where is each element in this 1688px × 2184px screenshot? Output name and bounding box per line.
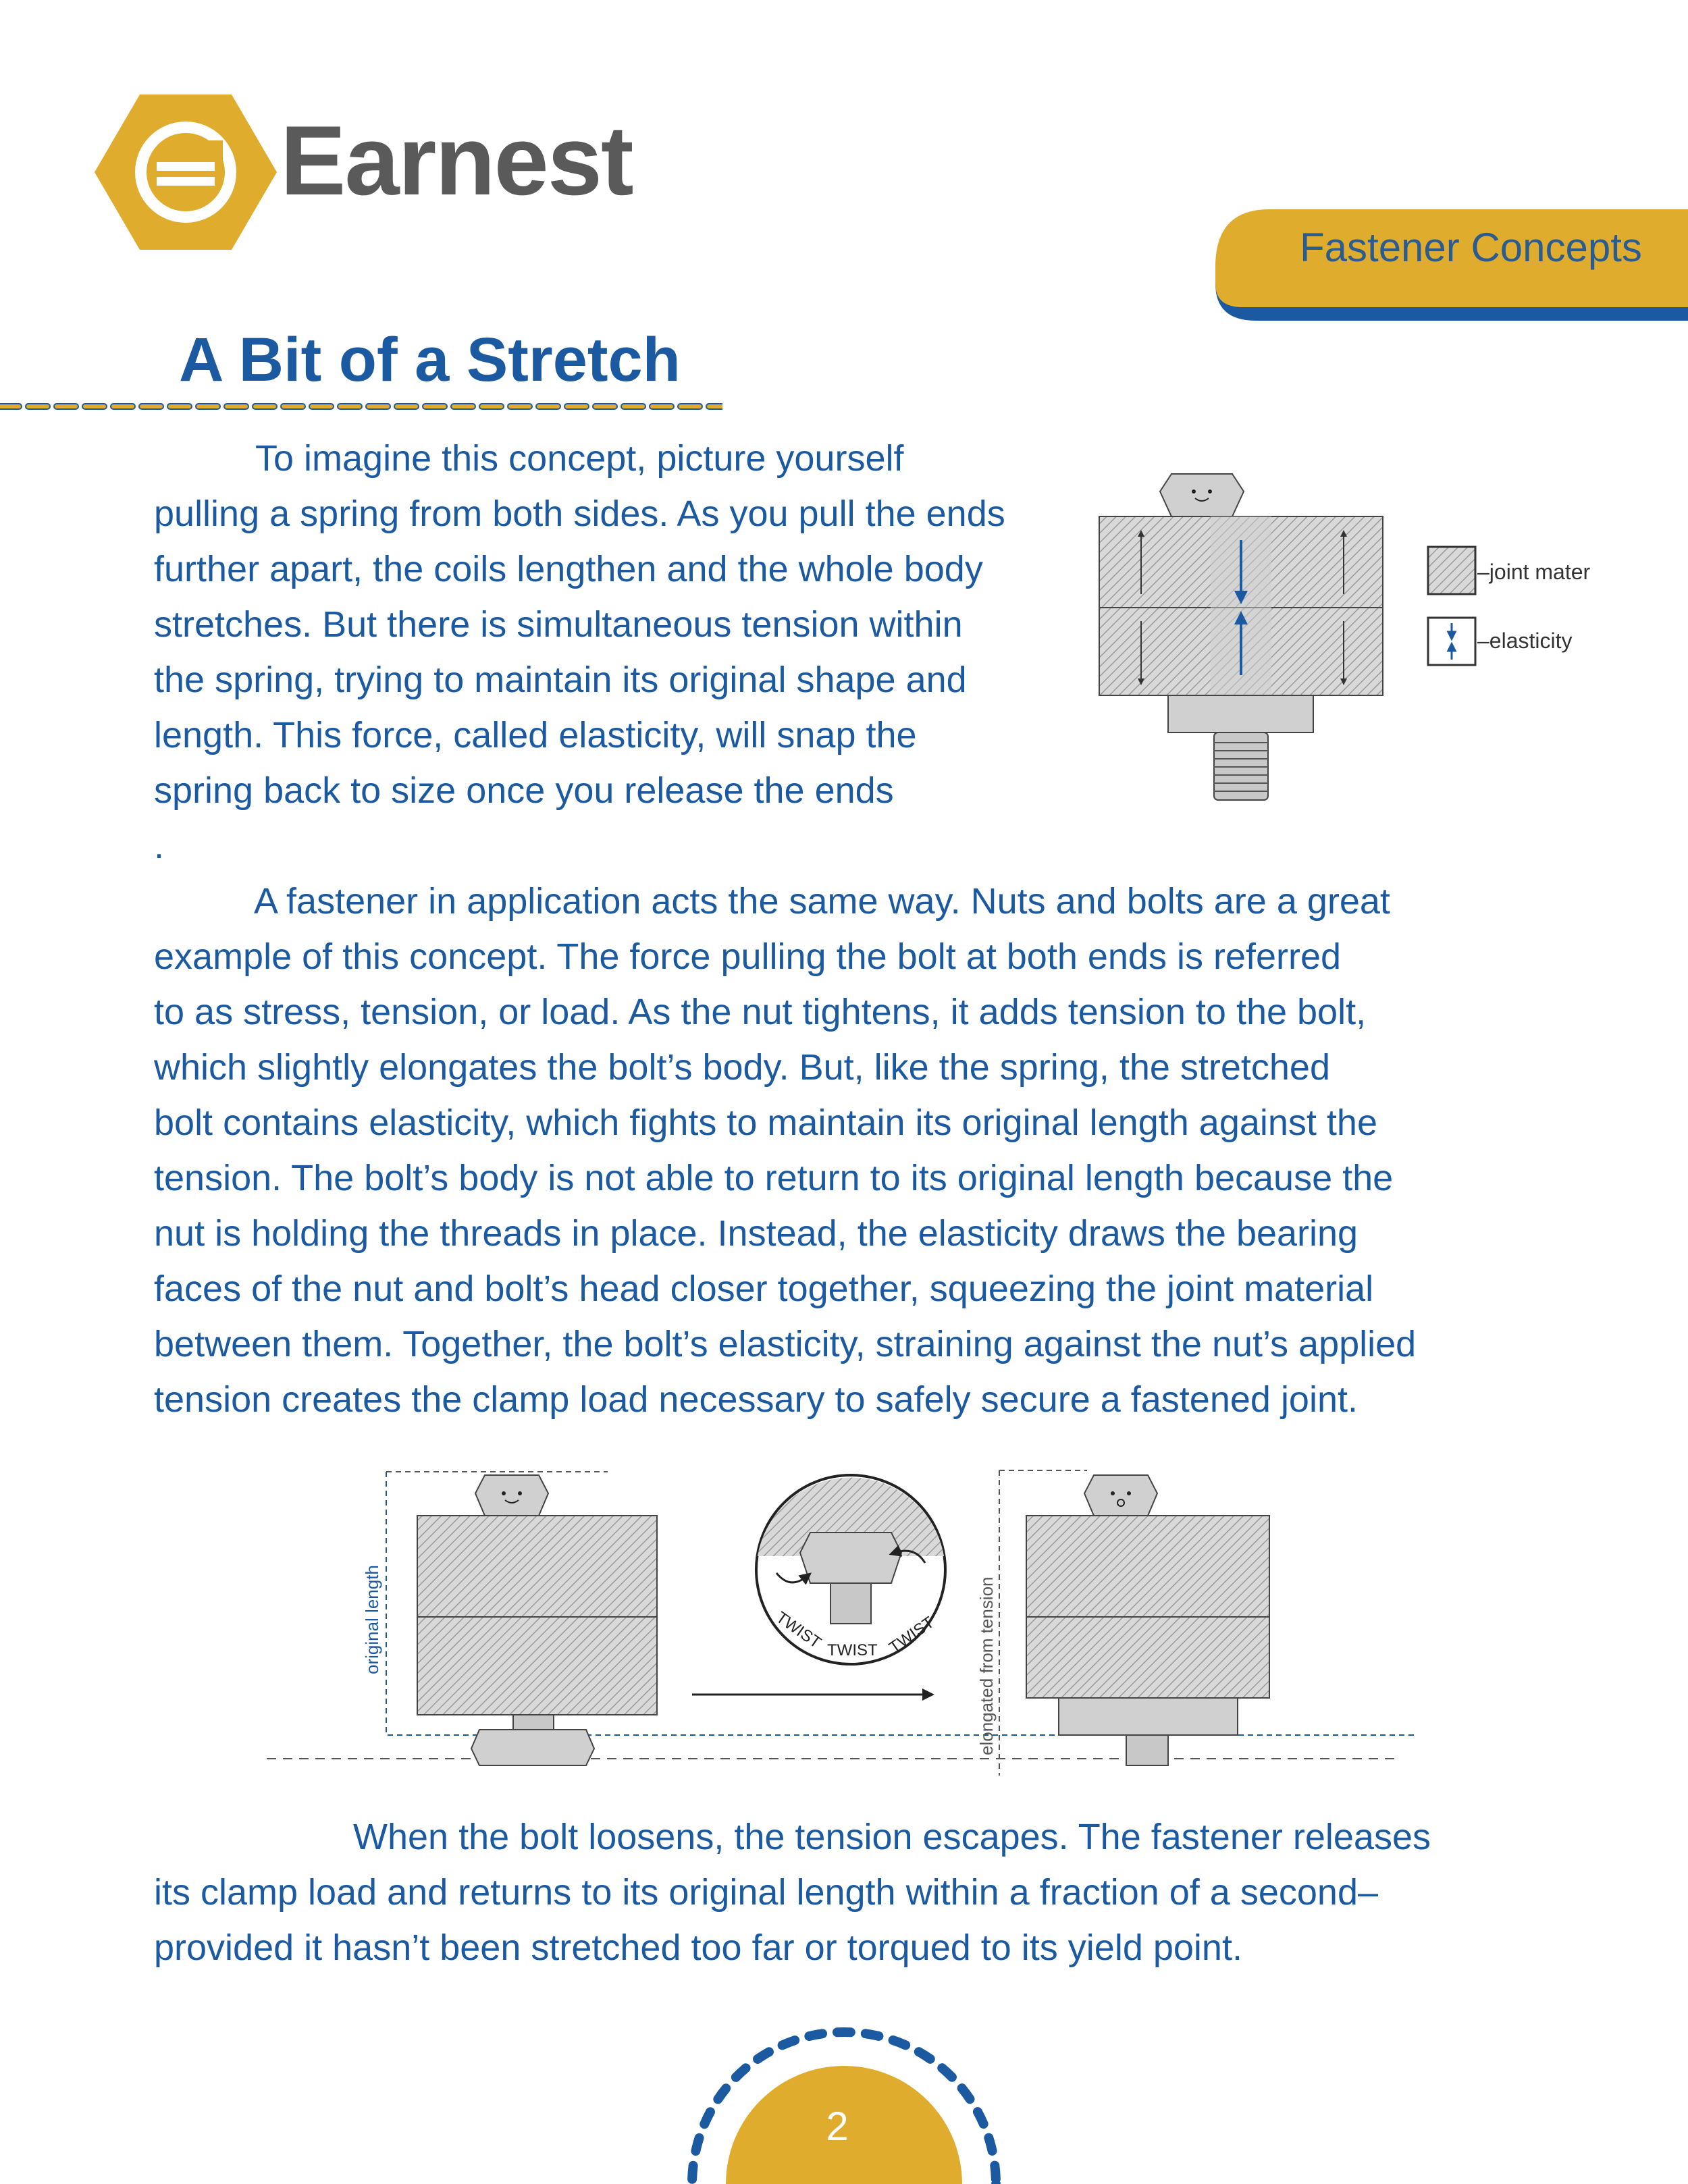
page-number: 2 <box>826 2104 849 2149</box>
paragraph-line: length. This force, called elasticity, will snap the <box>154 715 917 755</box>
section-tab-label: Fastener Concepts <box>1300 225 1642 270</box>
legend-elasticity-label: –elasticity <box>1477 629 1573 653</box>
bolt-elongation-diagram <box>257 1451 1445 1776</box>
intro-paragraph <box>154 431 1086 874</box>
paragraph-line: to as stress, tension, or load. As the nut tightens, it adds tension to the bolt, <box>154 992 1367 1032</box>
earnest-logo-icon <box>95 95 277 250</box>
paragraph-line: which slightly elongates the bolt’s body. But, like the spring, the stretched <box>154 1047 1331 1088</box>
paragraph-line: . <box>154 826 165 866</box>
paragraph-line: bolt contains elasticity, which fights to maintain its original length against the <box>154 1102 1377 1143</box>
paragraph-line: tension. The bolt’s body is not able to return to its original length because the <box>154 1158 1394 1198</box>
paragraph-line: further apart, the coils lengthen and the whole body <box>154 549 983 589</box>
twist-label: TWIST <box>885 1613 938 1657</box>
brand-name: Earnest <box>280 105 633 215</box>
elongated-from-tension-label: elongated from tension <box>976 1576 997 1755</box>
twist-label: TWIST <box>772 1608 824 1653</box>
paragraph-line: provided it hasn’t been stretched too far or torqued to its yield point. <box>154 1927 1242 1968</box>
paragraph-line: spring back to size once you release the ends <box>154 770 894 811</box>
paragraph-line: To imagine this concept, picture yourself <box>255 438 904 479</box>
paragraph-line: example of this concept. The force pulling the bolt at both ends is referred <box>154 936 1342 977</box>
twist-label: TWIST <box>827 1641 878 1659</box>
paragraph-line: the spring, trying to maintain its original shape and <box>154 660 967 700</box>
original-length-label: original length <box>362 1565 382 1674</box>
paragraph-line: its clamp load and returns to its original length within a fraction of a second– <box>154 1872 1379 1913</box>
paragraph-line: stretches. But there is simultaneous tension within <box>154 604 963 645</box>
page-number-badge <box>668 2012 1020 2184</box>
page-title: A Bit of a Stretch <box>179 325 681 394</box>
paragraph-line: between them. Together, the bolt’s elasticity, straining against the nut’s applied <box>154 1324 1417 1364</box>
legend-joint-material-label: –joint mater <box>1477 560 1591 584</box>
paragraph-line: tension creates the clamp load necessary to safely secure a fastened joint. <box>154 1379 1359 1420</box>
fastener-paragraph <box>154 874 1545 1427</box>
paragraph-line: When the bolt loosens, the tension escapes. The fastener releases <box>353 1817 1431 1857</box>
title-dashed-rule <box>0 398 722 415</box>
paragraph-line: A fastener in application acts the same way. Nuts and bolts are a great <box>254 881 1390 922</box>
paragraph-line: faces of the nut and bolt’s head closer together, squeezing the joint material <box>154 1269 1374 1309</box>
joint-elasticity-diagram <box>1087 459 1688 810</box>
paragraph-line: nut is holding the threads in place. Instead, the elasticity draws the bearing <box>154 1213 1359 1254</box>
paragraph-line: pulling a spring from both sides. As you pull the ends <box>154 494 1005 534</box>
loosening-paragraph <box>154 1809 1545 1975</box>
